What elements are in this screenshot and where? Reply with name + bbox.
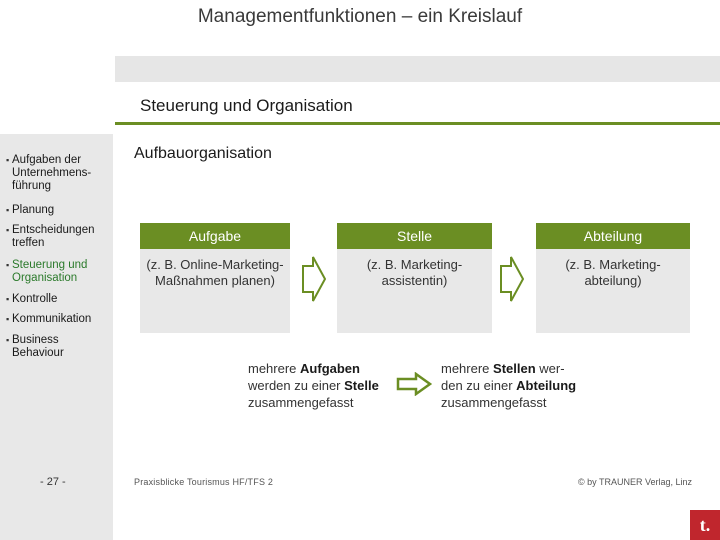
summary-bold: Abteilung [516, 378, 577, 393]
sidebar-item-business-behaviour[interactable] [6, 334, 112, 360]
footer-copyright: © by TRAUNER Verlag, Linz [578, 477, 693, 487]
summary-bold: Aufgaben [300, 361, 360, 376]
sidebar-divider [113, 134, 115, 540]
sidebar-item-kontrolle[interactable] [6, 293, 112, 306]
column-header: Abteilung [536, 223, 690, 249]
summary-aufgaben-to-stelle [248, 360, 379, 411]
square-bullet-icon: ▪ [6, 155, 10, 165]
column-header: Aufgabe [140, 223, 290, 249]
column-body: (z. B. Online-Marketing-Maßnahmen planen) [146, 257, 284, 288]
square-bullet-icon: ▪ [6, 294, 10, 304]
sidebar-item-label: Business Behaviour [12, 334, 64, 359]
outline-right-arrow-icon [500, 256, 524, 302]
summary-text: zusammengefasst [441, 395, 547, 410]
column-body: (z. B. Marketing-abteilung) [565, 257, 661, 288]
summary-stellen-to-abteilung [441, 360, 576, 411]
sidebar-item-steuerung[interactable] [6, 259, 112, 285]
sidebar-item-entscheidungen[interactable] [6, 224, 112, 250]
sidebar-item-label: Planung [12, 204, 55, 216]
summary-text: werden zu einer [248, 378, 345, 393]
subtitle-underline [115, 122, 720, 125]
sidebar-item-planung[interactable] [6, 204, 112, 217]
outline-right-arrow-icon [302, 256, 326, 302]
summary-text: den zu einer [441, 378, 517, 393]
top-band [115, 56, 720, 82]
section-heading: Aufbauorganisation [134, 145, 272, 162]
column-body: (z. B. Marketing-assistentin) [366, 257, 463, 288]
page-number: - 27 - [40, 476, 66, 488]
summary-bold: Stelle [344, 378, 379, 393]
summary-text: zusammengefasst [248, 395, 354, 410]
sidebar-item-label: Kontrolle [12, 293, 58, 305]
trauner-logo: t. [690, 510, 720, 540]
square-bullet-icon: ▪ [6, 260, 10, 270]
column-header: Stelle [337, 223, 492, 249]
column-stelle [337, 223, 492, 333]
square-bullet-icon: ▪ [6, 314, 10, 324]
summary-text: wer- [535, 361, 565, 376]
column-abteilung [536, 223, 690, 333]
sidebar-item-label: Kommunikation [12, 313, 92, 325]
square-bullet-icon: ▪ [6, 205, 10, 215]
green-right-arrow-icon [396, 372, 432, 396]
summary-text: mehrere [248, 361, 301, 376]
sidebar-item-label: Aufgaben der Unternehmens-führung [12, 154, 92, 192]
sidebar-item-label: Steuerung und Organisation [12, 259, 88, 284]
sidebar-item-aufgaben[interactable] [6, 154, 112, 193]
summary-bold: Stellen [493, 361, 536, 376]
column-aufgabe [140, 223, 290, 333]
footer-source: Praxisblicke Tourismus HF/TFS 2 [134, 477, 274, 487]
summary-text: mehrere [441, 361, 494, 376]
slide-title: Managementfunktionen – ein Kreislauf [197, 6, 523, 27]
square-bullet-icon: ▪ [6, 335, 10, 345]
slide-subtitle: Steuerung und Organisation [140, 96, 353, 115]
square-bullet-icon: ▪ [6, 225, 10, 235]
sidebar-item-label: Entscheidungen treffen [12, 224, 95, 249]
sidebar-item-kommunikation[interactable] [6, 313, 112, 326]
